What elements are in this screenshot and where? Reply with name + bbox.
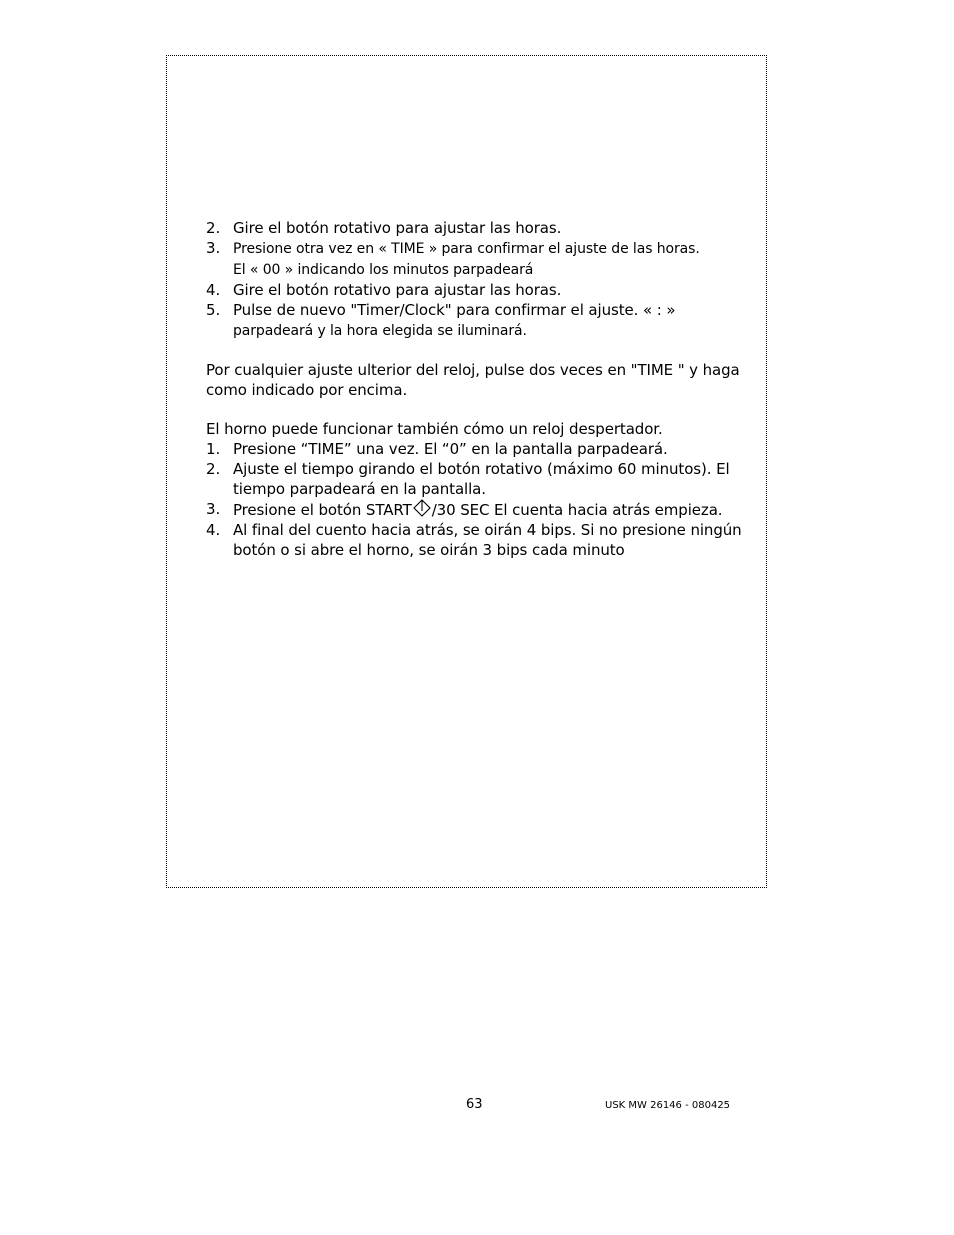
step-number: 3.	[206, 239, 221, 257]
page-number: 63	[466, 1097, 483, 1112]
list-item	[206, 499, 756, 520]
adjust-paragraph: Por cualquier ajuste ulterior del reloj, pulse dos veces en "TIME " y haga como indicado por encima.	[206, 361, 740, 399]
step-text: Al final del cuento hacia atrás, se oirán 4 bips. Si no presione ningún botón o si abre el horno, se oirán 3 bips cada minuto	[233, 521, 742, 559]
spacer	[206, 400, 756, 419]
step-text: Ajuste el tiempo girando el botón rotativo (máximo 60 minutos). El tiempo parpadeará en la pantalla.	[233, 460, 730, 498]
list-item	[206, 238, 756, 280]
alarm-steps-list	[206, 439, 756, 560]
spacer	[206, 341, 756, 360]
list-item	[206, 520, 756, 560]
list-item	[206, 439, 756, 459]
step-text	[233, 300, 756, 341]
list-item	[206, 218, 756, 238]
step-text-line: El « 00 » indicando los minutos parpadeará	[233, 262, 534, 278]
clock-steps-list	[206, 218, 756, 341]
step-text: Gire el botón rotativo para ajustar las horas.	[233, 219, 562, 237]
list-item	[206, 280, 756, 300]
step-text-part: Presione el botón START	[233, 501, 412, 519]
step-text-part: /30 SEC El cuenta hacia atrás empieza.	[431, 501, 723, 519]
step-text	[233, 238, 756, 280]
step-number: 4.	[206, 281, 221, 299]
step-number: 4.	[206, 521, 221, 539]
step-text-line: Presione otra vez en « TIME » para confirmar el ajuste de las horas.	[233, 241, 700, 257]
step-text	[233, 499, 756, 520]
step-number: 2.	[206, 460, 221, 478]
list-item	[206, 300, 756, 341]
instructions-content	[206, 218, 756, 560]
document-code: USK MW 26146 - 080425	[605, 1100, 731, 1111]
step-text: Gire el botón rotativo para ajustar las horas.	[233, 281, 562, 299]
step-text-line: Pulse de nuevo "Timer/Clock" para confirmar el ajuste. « : »	[233, 301, 676, 319]
step-number: 2.	[206, 219, 221, 237]
list-item	[206, 459, 756, 499]
step-number: 1.	[206, 440, 221, 458]
step-text: Presione “TIME” una vez. El “0” en la pantalla parpadeará.	[233, 440, 668, 458]
alarm-intro: El horno puede funcionar también cómo un reloj despertador.	[206, 420, 663, 438]
step-text-line: parpadeará y la hora elegida se iluminará.	[233, 323, 527, 339]
step-number: 5.	[206, 301, 221, 319]
step-number: 3.	[206, 500, 221, 518]
start-diamond-icon	[413, 499, 431, 517]
